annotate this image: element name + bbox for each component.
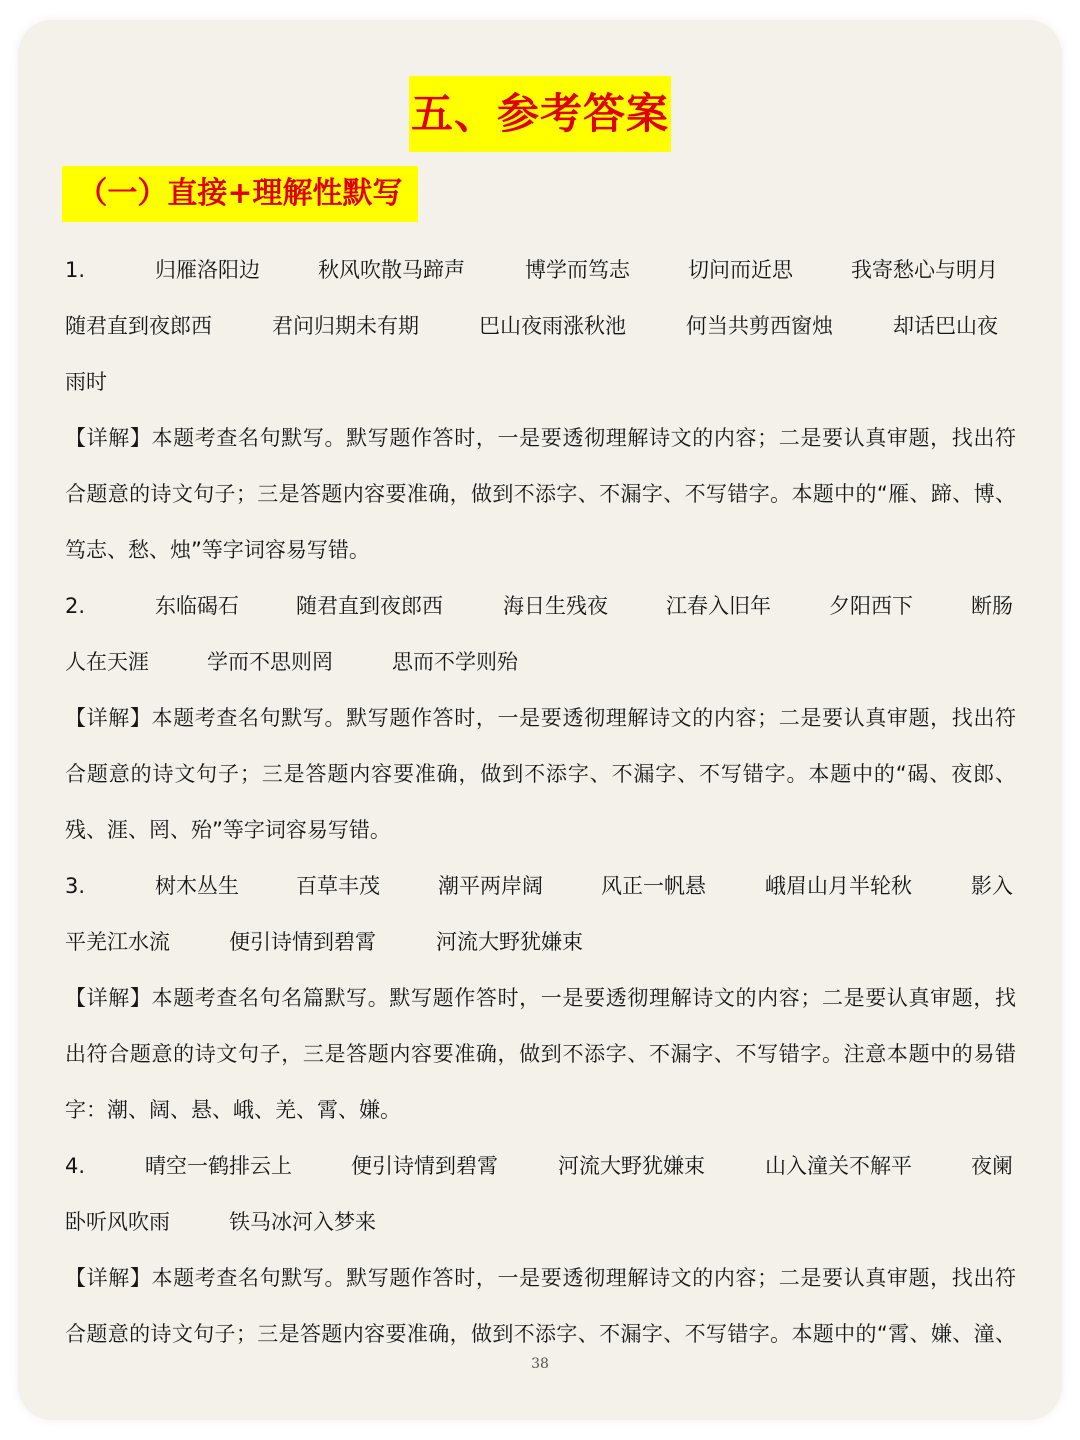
q1-answer-line-1	[65, 250, 1016, 290]
q1-answer-10: 却话巴山夜	[893, 314, 998, 338]
section-title: （一）直接+理解性默写	[62, 166, 418, 222]
q1-answer-7: 君问归期未有期	[272, 314, 419, 338]
q1-answer-8: 巴山夜雨涨秋池	[479, 314, 626, 338]
q3-answer-5: 峨眉山月半轮秋	[765, 874, 912, 898]
q2-answer-7: 人在天涯	[65, 650, 149, 674]
q4-answer-1: 晴空一鹤排云上	[145, 1154, 292, 1178]
page-number: 38	[531, 1356, 549, 1372]
q4-detail-line-2: 合题意的诗文句子；三是答题内容要准确，做到不添字、不漏字、不写错字。本题中的“霄、嫌、潼、	[65, 1322, 1016, 1346]
q3-answer-7: 平羌江水流	[65, 930, 170, 954]
q3-answer-3: 潮平两岸阔	[438, 874, 543, 898]
q3-answer-8: 便引诗情到碧霄	[229, 930, 376, 954]
q2-detail-line-2: 合题意的诗文句子；三是答题内容要准确，做到不添字、不漏字、不写错字。本题中的“碣、夜郎、	[65, 762, 1016, 786]
q1-answer-5: 我寄愁心与明月	[851, 258, 998, 282]
q4-answer-4: 山入潼关不解平	[765, 1154, 912, 1178]
q1-detail-line-3: 笃志、愁、烛”等字词容易写错。	[65, 538, 370, 562]
q3-answer-4: 风正一帆悬	[601, 874, 706, 898]
q3-answer-2: 百草丰茂	[296, 874, 380, 898]
q2-detail-line-3: 残、涯、罔、殆”等字词容易写错。	[65, 818, 391, 842]
q2-answer-line-1	[65, 586, 1016, 626]
q4-answer-6: 卧听风吹雨	[65, 1210, 170, 1234]
q2-answer-3: 海日生残夜	[503, 594, 608, 618]
q3-answer-1: 树木丛生	[155, 874, 239, 898]
q2-answer-5: 夕阳西下	[829, 594, 913, 618]
q1-answer-1: 归雁洛阳边	[155, 258, 260, 282]
q1-answer-4: 切问而近思	[688, 258, 793, 282]
q2-answer-9: 思而不学则殆	[392, 650, 518, 674]
q4-answer-line-1	[65, 1146, 1016, 1186]
q4-answer-5: 夜阑	[971, 1154, 1013, 1178]
q2-answer-6: 断肠	[971, 594, 1013, 618]
q3-answer-line-2	[65, 922, 1016, 962]
q1-answer-11: 雨时	[65, 370, 107, 394]
q1-answer-9: 何当共剪西窗烛	[686, 314, 833, 338]
q3-answer-line-1	[65, 866, 1016, 906]
q4-number: 4.	[65, 1154, 86, 1178]
q3-detail-line-2: 出符合题意的诗文句子，三是答题内容要准确，做到不添字、不漏字、不写错字。注意本题中的易错	[65, 1042, 1016, 1066]
q3-detail-line-3: 字：潮、阔、悬、峨、羌、霄、嫌。	[65, 1098, 401, 1122]
q2-answer-8: 学而不思则罔	[207, 650, 333, 674]
q1-detail-line-2: 合题意的诗文句子；三是答题内容要准确，做到不添字、不漏字、不写错字。本题中的“雁、蹄、博、	[65, 482, 1016, 506]
q2-number: 2.	[65, 594, 86, 618]
q2-answer-4: 江春入旧年	[666, 594, 771, 618]
q3-detail-line-1: 【详解】本题考查名句名篇默写。默写题作答时，一是要透彻理解诗文的内容；二是要认真审题，找	[65, 986, 1016, 1010]
q1-number: 1.	[65, 258, 86, 282]
q2-answer-line-2	[65, 642, 1016, 682]
q1-answer-2: 秋风吹散马蹄声	[318, 258, 465, 282]
q3-answer-6: 影入	[971, 874, 1013, 898]
q3-number: 3.	[65, 874, 86, 898]
q3-answer-9: 河流大野犹嫌束	[436, 930, 583, 954]
q1-answer-line-2	[65, 306, 1016, 346]
page-title: 五、参考答案	[409, 76, 671, 152]
q4-answer-7: 铁马冰河入梦来	[229, 1210, 376, 1234]
q4-detail-line-1: 【详解】本题考查名句默写。默写题作答时，一是要透彻理解诗文的内容；二是要认真审题，找出符	[65, 1266, 1016, 1290]
q1-answer-3: 博学而笃志	[525, 258, 630, 282]
q1-answer-6: 随君直到夜郎西	[65, 314, 212, 338]
q4-answer-2: 便引诗情到碧霄	[351, 1154, 498, 1178]
q2-detail-line-1: 【详解】本题考查名句默写。默写题作答时，一是要透彻理解诗文的内容；二是要认真审题，找出符	[65, 706, 1016, 730]
q2-answer-1: 东临碣石	[155, 594, 239, 618]
q4-answer-3: 河流大野犹嫌束	[558, 1154, 705, 1178]
q1-detail-line-1: 【详解】本题考查名句默写。默写题作答时，一是要透彻理解诗文的内容；二是要认真审题，找出符	[65, 426, 1016, 450]
q4-answer-line-2	[65, 1202, 1016, 1242]
q2-answer-2: 随君直到夜郎西	[296, 594, 443, 618]
